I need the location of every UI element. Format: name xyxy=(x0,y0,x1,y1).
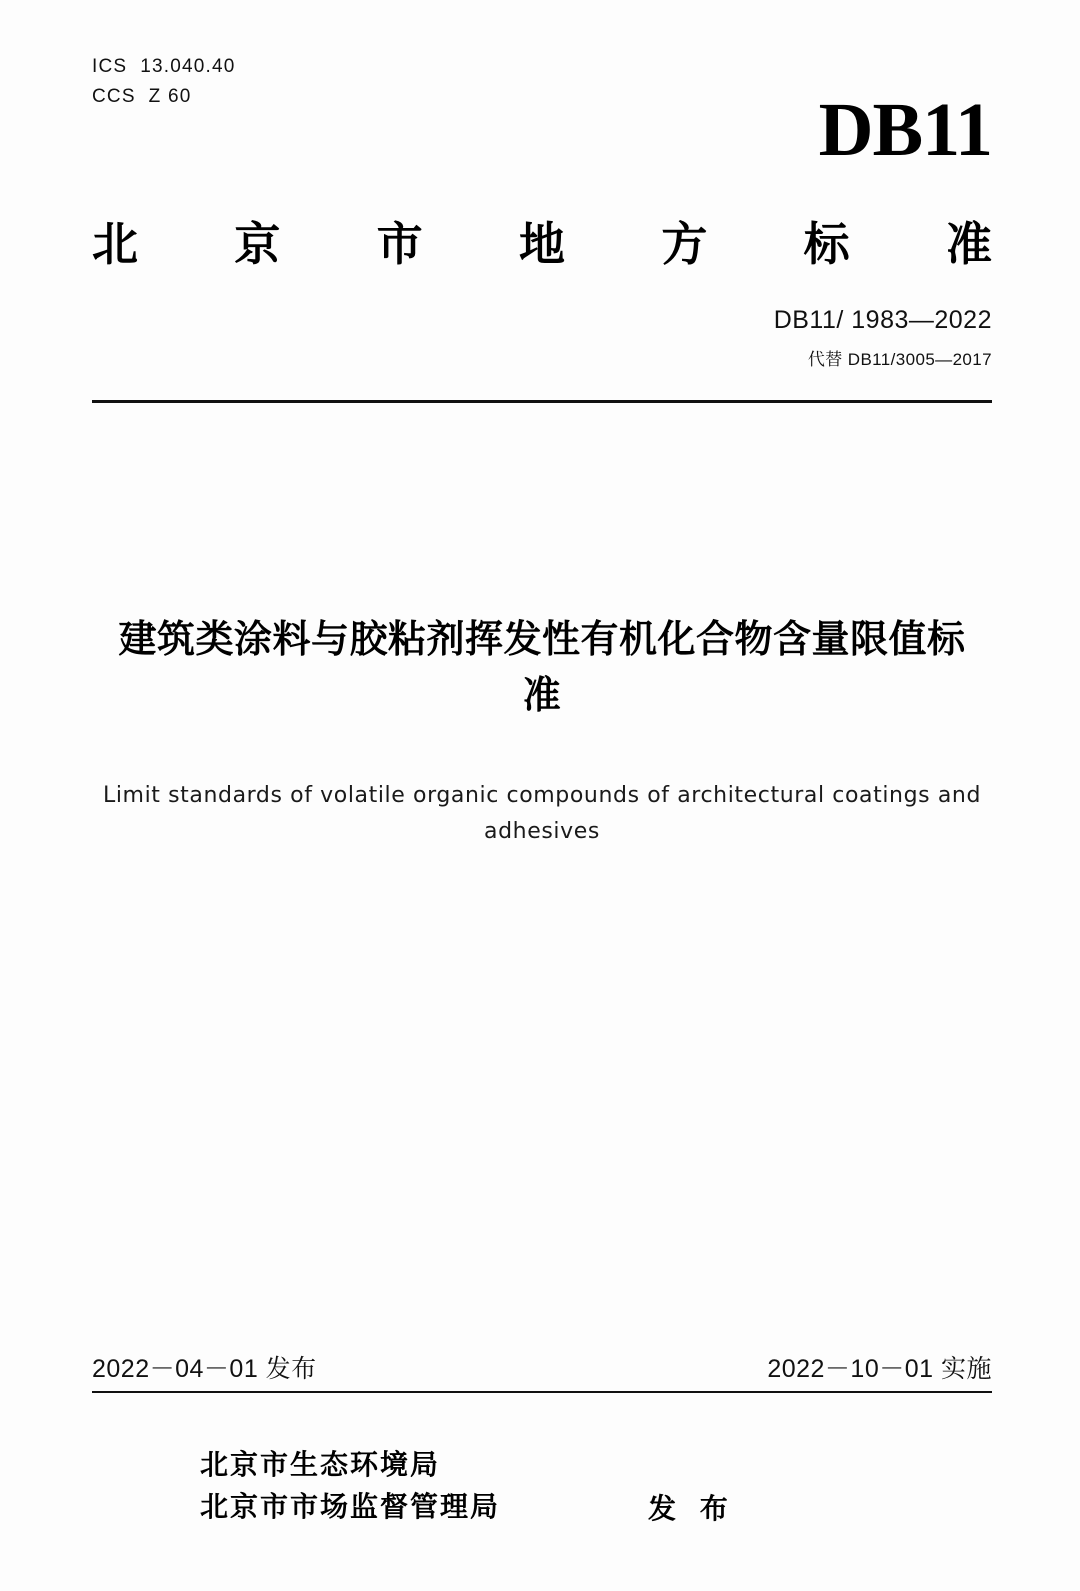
publish-label: 发 布 xyxy=(648,1493,736,1524)
effective-date: 2022－10－01 实施 xyxy=(767,1355,992,1383)
release-date: 2022－04－01 发布 xyxy=(92,1355,317,1383)
ics-code: ICS 13.040.40 xyxy=(92,56,236,77)
standard-series-title xyxy=(92,208,992,274)
ics-classification-block xyxy=(92,52,236,112)
series-char-1: 京 xyxy=(234,218,281,270)
document-title-english: Limit standards of volatile organic compounds of architectural coatings and adhesives xyxy=(102,783,982,844)
series-char-3: 地 xyxy=(518,218,565,270)
db11-logo-text: DB11 xyxy=(818,88,992,172)
standard-number: DB11/ 1983—2022 xyxy=(773,306,992,334)
footer-divider xyxy=(92,1391,992,1393)
issuing-authority-line-2: 北京市市场监督管理局 xyxy=(200,1491,501,1522)
series-char-0: 北 xyxy=(92,218,138,270)
issuing-authority-line-1: 北京市生态环境局 xyxy=(200,1449,441,1480)
document-title-chinese: 建筑类涂料与胶粘剂挥发性有机化合物含量限值标准 xyxy=(118,619,966,717)
series-char-4: 方 xyxy=(661,218,708,270)
ccs-code: CCS Z 60 xyxy=(92,86,192,107)
series-char-6: 准 xyxy=(945,218,992,270)
series-char-5: 标 xyxy=(803,218,850,270)
series-char-2: 市 xyxy=(376,218,423,270)
issuing-authority xyxy=(200,1444,500,1528)
replaced-standard-number: 代替 DB11/3005—2017 xyxy=(807,350,992,369)
header-divider xyxy=(92,400,992,403)
